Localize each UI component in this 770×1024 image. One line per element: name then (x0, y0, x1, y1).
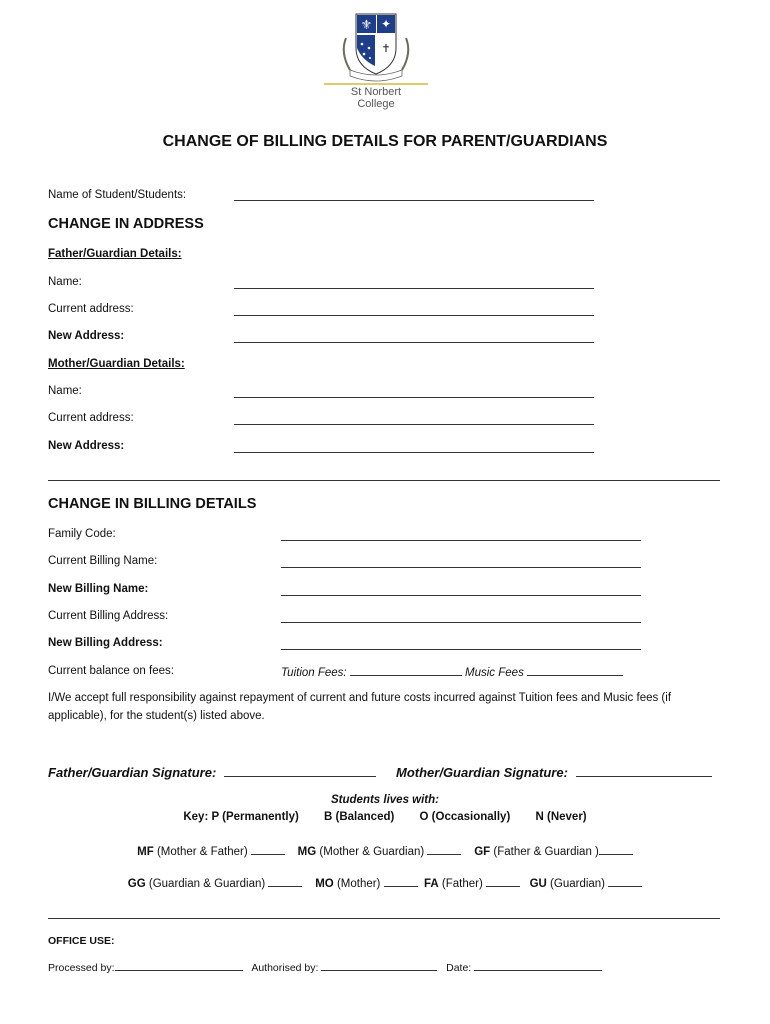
address-heading: CHANGE IN ADDRESS (48, 216, 204, 232)
processed-by-label: Processed by: (48, 962, 115, 974)
father-signature (48, 765, 376, 780)
student-name-label: Name of Student/Students: (48, 189, 187, 201)
current-billing-name-label: Current Billing Name: (48, 555, 158, 567)
lives-with-heading: Students lives with: (331, 794, 439, 806)
new-billing-address-field[interactable] (281, 649, 641, 650)
office-use-row (48, 960, 602, 974)
father-name-field[interactable] (234, 288, 594, 289)
current-billing-address-field[interactable] (281, 622, 641, 623)
mother-details-heading: Mother/Guardian Details: (48, 358, 185, 370)
father-signature-label: Father/Guardian Signature: (48, 765, 217, 780)
mg-field[interactable] (427, 844, 461, 855)
balance-label: Current balance on fees: (48, 665, 174, 677)
page-title: CHANGE OF BILLING DETAILS FOR PARENT/GUARDIANS (162, 133, 608, 150)
office-use-heading: OFFICE USE: (48, 935, 115, 947)
father-current-address-label: Current address: (48, 303, 134, 315)
new-billing-address-label: New Billing Address: (48, 637, 163, 649)
student-name-field[interactable] (234, 200, 594, 201)
section-divider (48, 480, 720, 481)
date-field[interactable] (474, 960, 602, 971)
family-code-label: Family Code: (48, 528, 116, 540)
fa-field[interactable] (486, 876, 520, 887)
billing-heading: CHANGE IN BILLING DETAILS (48, 496, 257, 512)
music-fees-label: Music Fees (465, 667, 524, 679)
date-label: Date: (446, 962, 472, 974)
mother-name-field[interactable] (234, 397, 594, 398)
living-codes-row-2: GG (Guardian & Guardian) MO (Mother) FA (Father) GU (Guardian) (0, 876, 770, 890)
father-current-address-field[interactable] (234, 315, 594, 316)
mother-signature-field[interactable] (576, 766, 712, 777)
music-fees-field[interactable] (527, 665, 623, 676)
college-name: St Norbert College (350, 86, 402, 110)
mother-current-address-field[interactable] (234, 424, 594, 425)
authorised-by-label: Authorised by: (251, 962, 319, 974)
svg-text:⚜: ⚜ (360, 17, 373, 32)
processed-by-field[interactable] (115, 960, 243, 971)
mother-signature (396, 765, 712, 780)
mother-signature-label: Mother/Guardian Signature: (396, 765, 568, 780)
current-billing-address-label: Current Billing Address: (48, 610, 169, 622)
gf-field[interactable] (599, 844, 633, 855)
tuition-fees-field[interactable] (350, 665, 462, 676)
mother-new-address-label: New Address: (48, 440, 125, 452)
father-new-address-label: New Address: (48, 330, 125, 342)
authorised-by-field[interactable] (321, 960, 437, 971)
office-divider (48, 918, 720, 919)
declaration-text: I/We accept full responsibility against repayment of current and future costs incurred against Tuition fees and Music fees (if applicable), for the student(s) listed above. (48, 692, 672, 722)
father-name-label: Name: (48, 276, 82, 288)
lives-with-key: Key: P (Permanently) B (Balanced) O (Occasionally) N (Never) (183, 811, 587, 823)
tuition-fees-label: Tuition Fees: (281, 667, 347, 679)
mf-field[interactable] (251, 844, 285, 855)
svg-text:✦: ✦ (380, 17, 392, 31)
gu-field[interactable] (608, 876, 642, 887)
gg-field[interactable] (268, 876, 302, 887)
new-billing-name-field[interactable] (281, 595, 641, 596)
svg-text:✝: ✝ (381, 43, 391, 55)
mother-new-address-field[interactable] (234, 452, 594, 453)
father-details-heading: Father/Guardian Details: (48, 248, 182, 260)
new-billing-name-label: New Billing Name: (48, 583, 149, 595)
living-codes-row-1: MF (Mother & Father) MG (Mother & Guardian) GF (Father & Guardian ) (0, 844, 770, 858)
father-signature-field[interactable] (224, 766, 376, 777)
mother-current-address-label: Current address: (48, 412, 134, 424)
tuition-fees (281, 665, 623, 679)
family-code-field[interactable] (281, 540, 641, 541)
mo-field[interactable] (384, 876, 418, 887)
mother-name-label: Name: (48, 385, 82, 397)
current-billing-name-field[interactable] (281, 567, 641, 568)
crest-icon (322, 8, 430, 86)
father-new-address-field[interactable] (234, 342, 594, 343)
